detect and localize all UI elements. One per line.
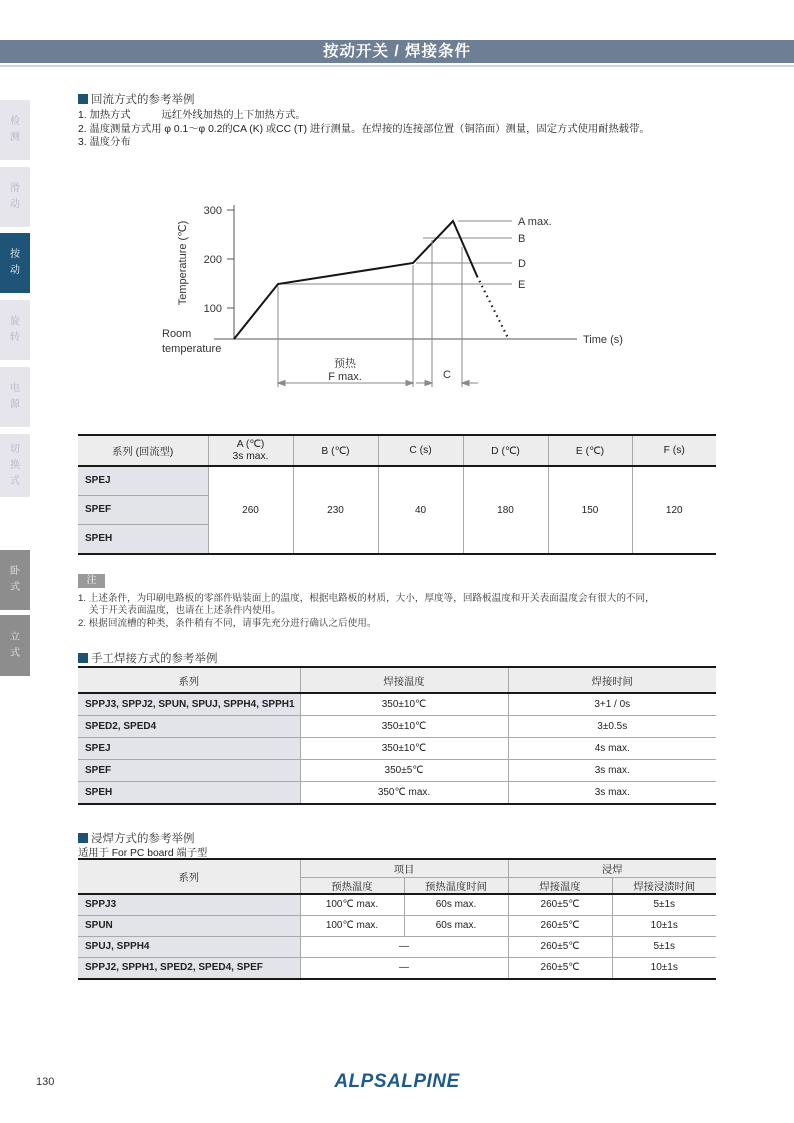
series-name: SPEJ [78, 466, 208, 495]
note-text [78, 593, 738, 630]
c-label: C [443, 369, 451, 381]
value-f: 120 [632, 466, 716, 553]
col-header-a [208, 436, 293, 466]
sidebar-tab-label: 卧式 [10, 566, 20, 593]
x-axis-label: Time (s) [583, 334, 623, 346]
temperature-profile-chart [150, 185, 680, 400]
intro-item: 2. 温度测量方式用 φ 0.1～φ 0.2的CA (K) 或CC (T) 进行测量。在焊接的连接部位置（铜箔面）测量，固定方式使用耐热载带。 [78, 123, 650, 135]
ref-label-e: E [518, 279, 526, 291]
series-name: SPPJ3 [78, 894, 300, 915]
series-name: SPEF [78, 495, 208, 524]
dip-time: 5±1s [612, 936, 716, 957]
sidebar-tab-label: 立式 [10, 631, 20, 659]
col-header-f: F (s) [632, 436, 716, 466]
ref-label-d: D [518, 258, 526, 270]
value-b: 230 [293, 466, 378, 553]
dip-time: 10±1s [612, 915, 716, 936]
intro-item: 3. 温度分布 [78, 137, 131, 148]
solder-temp: 350±10℃ [300, 715, 508, 737]
solder-temp: 260±5℃ [508, 936, 612, 957]
section-square-icon [78, 94, 88, 104]
table-row [78, 957, 716, 978]
preheat-label: 预热 [334, 358, 356, 370]
table-row [78, 936, 716, 957]
preheat-none: — [300, 957, 508, 978]
manual-soldering-table [78, 666, 716, 805]
note-line: 关于开关表面温度，也请在上述条件内使用。 [89, 605, 281, 617]
solder-temp: 350±10℃ [300, 693, 508, 715]
series-name: SPPJ2, SPPH1, SPED2, SPED4, SPEF [78, 957, 300, 978]
solder-time: 4s max. [508, 737, 716, 759]
y-tick-200: 200 [203, 254, 222, 266]
value-d: 180 [463, 466, 548, 553]
group-header-dip: 浸焊 [508, 860, 716, 877]
value-c: 40 [378, 466, 463, 553]
col-header-solder-temp: 焊接温度 [508, 877, 612, 894]
solder-temp: 260±5℃ [508, 957, 612, 978]
group-header-item: 项目 [300, 860, 508, 877]
sidebar-tab-label: 旋转 [10, 316, 20, 343]
manual-soldering-section-title [78, 650, 218, 666]
table-row [78, 894, 716, 915]
col-header-preheat-time: 预热温度时间 [404, 877, 508, 894]
series-name: SPEF [78, 759, 300, 781]
reflow-table [78, 434, 716, 555]
solder-time: 3s max. [508, 759, 716, 781]
preheat-time: 60s max. [404, 894, 508, 915]
solder-temp: 350℃ max. [300, 781, 508, 803]
section-square-icon [78, 833, 88, 843]
preheat-none: — [300, 936, 508, 957]
col-header-b: B (℃) [293, 436, 378, 466]
sidebar-tab-label: 切换式 [10, 443, 20, 487]
page-number: 130 [36, 1076, 55, 1088]
col-header-series: 系列 [78, 668, 300, 693]
col-header-a-line1: A (℃) [236, 438, 265, 450]
dip-time: 5±1s [612, 894, 716, 915]
series-name: SPEH [78, 781, 300, 803]
note-line: 2. 根据回流槽的种类，条件稍有不同，请事先充分进行确认之后使用。 [78, 617, 377, 629]
table-row [78, 715, 716, 737]
note-line: 1. 上述条件，为印刷电路板的零部件贴装面上的温度，根据电路板的材质，大小，厚度等，回路板温度和开关表面温度会有很大的不同， [78, 593, 655, 604]
dip-soldering-subtitle: 适用于 For PC board 端子型 [78, 848, 208, 859]
table-row [78, 693, 716, 715]
section-title-text: 回流方式的参考举例 [91, 94, 195, 106]
room-temp-label-1: Room [162, 328, 192, 340]
reflow-intro-list [78, 109, 650, 150]
sidebar-tab-label: 检测 [10, 116, 20, 143]
note-block [78, 570, 738, 630]
col-header-e: E (℃) [548, 436, 632, 466]
solder-time: 3s max. [508, 781, 716, 803]
solder-temp: 260±5℃ [508, 894, 612, 915]
table-row [78, 915, 716, 936]
sidebar-tab-push-active [0, 233, 30, 293]
page-title: 按动开关 / 焊接条件 [323, 43, 471, 60]
header-underline [0, 65, 794, 67]
col-header-series: 系列 [78, 860, 300, 894]
sidebar-tab-label: 电源 [10, 383, 20, 410]
intro-item: 1. 加热方式 远红外线加热的上下加热方式。 [78, 110, 306, 121]
alps-alpine-logo: ALPSALPINE [334, 1071, 460, 1092]
col-header-d: D (℃) [463, 436, 548, 466]
sidebar-tab-rotary [0, 300, 30, 360]
series-name: SPUJ, SPPH4 [78, 936, 300, 957]
col-header-preheat-temp: 预热温度 [300, 877, 404, 894]
table-row [78, 737, 716, 759]
series-name: SPEJ [78, 737, 300, 759]
preheat-time: 60s max. [404, 915, 508, 936]
value-a: 260 [208, 466, 293, 553]
series-name: SPEH [78, 524, 208, 553]
ref-label-a-max: A max. [518, 216, 552, 228]
sidebar-tab-vertical [0, 615, 30, 676]
f-max-label: F max. [328, 371, 362, 383]
sidebar-tab-slide [0, 167, 30, 227]
series-name: SPPJ3, SPPJ2, SPUN, SPUJ, SPPH4, SPPH1 [78, 693, 300, 715]
sidebar-tab-label: 按动 [10, 249, 20, 276]
col-header-dip-time: 焊接浸渍时间 [612, 877, 716, 894]
dimension-lines [278, 240, 478, 387]
col-header-solder-time: 焊接时间 [508, 668, 716, 693]
table-row [78, 759, 716, 781]
col-header-c: C (s) [378, 436, 463, 466]
dip-soldering-table [78, 858, 716, 980]
section-title-text: 手工焊接方式的参考举例 [91, 653, 218, 665]
col-header-a-line2: 3s max. [232, 450, 269, 462]
solder-time: 3+1 / 0s [508, 693, 716, 715]
solder-temp: 350±10℃ [300, 737, 508, 759]
ref-label-b: B [518, 233, 526, 245]
page-title-bar [0, 40, 794, 63]
y-tick-100: 100 [203, 303, 222, 315]
preheat-temp: 100℃ max. [300, 915, 404, 936]
solder-temp: 350±5℃ [300, 759, 508, 781]
col-header-series: 系列 (回流型) [78, 436, 208, 466]
note-badge: 注 [78, 574, 105, 588]
solder-time: 3±0.5s [508, 715, 716, 737]
y-axis-label: Temperature (℃) [177, 220, 189, 306]
room-temp-label-2: temperature [162, 343, 222, 355]
profile-line [234, 221, 508, 339]
sidebar-tab-power [0, 367, 30, 427]
preheat-temp: 100℃ max. [300, 894, 404, 915]
value-e: 150 [548, 466, 632, 553]
reflow-section-title [78, 91, 195, 107]
sidebar-tab-label: 滑动 [10, 183, 20, 210]
col-header-solder-temp: 焊接温度 [300, 668, 508, 693]
series-name: SPED2, SPED4 [78, 715, 300, 737]
table-row [78, 781, 716, 803]
sidebar-tab-detect [0, 100, 30, 160]
section-title-text: 浸焊方式的参考举例 [91, 833, 195, 845]
series-name: SPUN [78, 915, 300, 936]
sidebar-tab-toggle [0, 434, 30, 497]
section-square-icon [78, 653, 88, 663]
solder-temp: 260±5℃ [508, 915, 612, 936]
sidebar-tab-horizontal [0, 550, 30, 610]
dip-time: 10±1s [612, 957, 716, 978]
y-tick-300: 300 [203, 205, 222, 217]
